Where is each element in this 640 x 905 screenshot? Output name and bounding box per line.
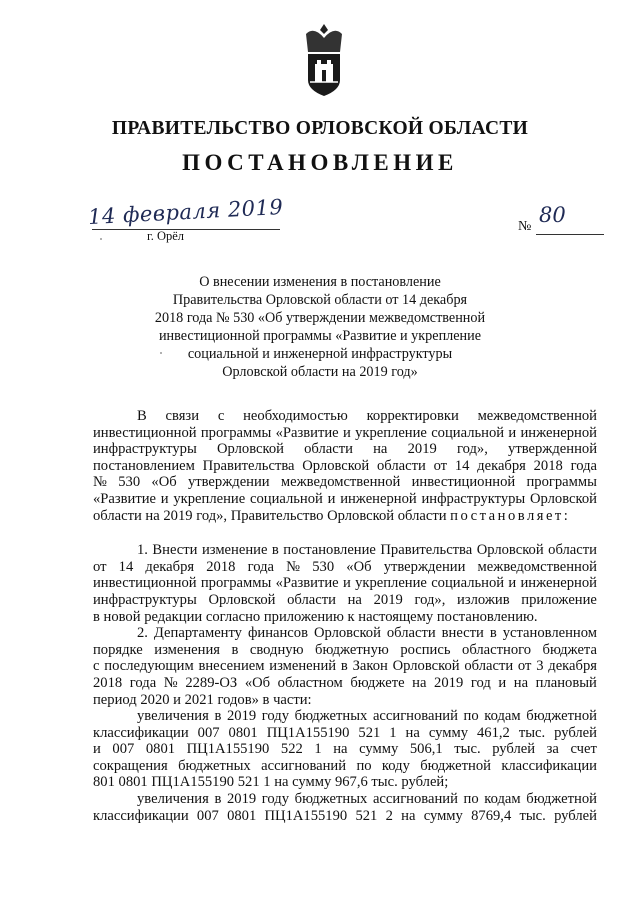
- word: инвестиционной: [411, 474, 516, 491]
- word: ПЦ1А155190: [266, 724, 350, 741]
- word: классификации: [93, 724, 189, 741]
- word: областном: [277, 674, 343, 691]
- text-line: период 2020 и 2021 годов» в части:: [93, 691, 312, 708]
- word: 2.: [137, 625, 148, 642]
- word: ПЦ1А155190: [186, 741, 270, 758]
- word: Орловской: [313, 625, 381, 642]
- item-1-paragraph: [93, 542, 597, 625]
- word: области: [386, 625, 436, 642]
- word: увеличения: [137, 708, 209, 725]
- word: №: [163, 674, 178, 691]
- word: сумму: [428, 724, 468, 741]
- word: в: [214, 791, 222, 808]
- word: классификации: [501, 757, 597, 774]
- word: году: [261, 791, 290, 808]
- scan-speck: [100, 238, 102, 240]
- word: утверждении: [187, 474, 270, 491]
- increase-2-paragraph: [93, 791, 597, 824]
- word: сумму: [359, 741, 399, 758]
- preamble-paragraph: [93, 408, 597, 524]
- word: на: [513, 674, 529, 691]
- word: 1.: [137, 542, 148, 559]
- word: инфраструктуры: [421, 490, 526, 507]
- word: «Об: [346, 558, 372, 575]
- text-line: [93, 575, 597, 592]
- word: по: [463, 791, 479, 808]
- word: «Развитие: [93, 490, 157, 507]
- word: связи: [165, 408, 200, 424]
- word: В: [137, 408, 147, 424]
- word: в: [489, 625, 497, 642]
- word: и: [327, 490, 336, 507]
- word: на: [401, 807, 416, 824]
- word: Департаменту: [153, 625, 242, 642]
- word: рублей: [554, 807, 597, 824]
- word: 007: [196, 807, 219, 824]
- word: плановый: [535, 674, 597, 691]
- text-line: [93, 675, 597, 692]
- word: 2019: [434, 674, 464, 691]
- word: бюджетных: [294, 708, 368, 725]
- word: роспись: [400, 641, 451, 658]
- word: 1: [389, 724, 397, 741]
- number-label: №: [518, 219, 532, 234]
- text-line: [93, 658, 597, 675]
- date-underline: [92, 229, 280, 230]
- text-line: [93, 508, 597, 525]
- text-line: в новой редакции согласно приложению к настоящему постановлению.: [93, 608, 538, 625]
- word: ПЦ1А155190: [264, 807, 348, 824]
- word: изложив: [457, 591, 510, 608]
- word: 0801: [145, 741, 176, 758]
- word: по: [356, 757, 372, 774]
- word: тыс.: [519, 807, 546, 824]
- word: «Об: [151, 474, 177, 491]
- word: Орловской: [476, 542, 544, 559]
- word: программы: [200, 424, 272, 441]
- word: и: [342, 424, 351, 441]
- word: коду: [381, 757, 410, 774]
- word: 461,2: [476, 724, 510, 741]
- word: 0801: [228, 724, 258, 741]
- text-line: [93, 625, 597, 642]
- word: года: [247, 558, 274, 575]
- word: 0801: [227, 807, 257, 824]
- word: тыс.: [454, 741, 481, 758]
- word: межведомственной: [477, 558, 597, 575]
- word: инженерной: [520, 424, 597, 441]
- word: 2: [385, 807, 393, 824]
- word: и: [160, 490, 169, 507]
- word: Орловской: [530, 490, 597, 507]
- word: сводную: [249, 641, 304, 658]
- word: года: [129, 674, 157, 691]
- word: изменений: [269, 658, 337, 675]
- word: последующим: [104, 658, 194, 675]
- word: кодам: [484, 791, 521, 808]
- word: области: [377, 457, 426, 474]
- city-label: г. Орёл: [147, 229, 185, 243]
- word: Закон: [352, 658, 388, 675]
- word: области: [304, 441, 353, 458]
- word: утвержденной: [508, 441, 597, 458]
- word: инженерной: [520, 575, 597, 592]
- handwritten-number: 80: [539, 203, 566, 227]
- word: с: [93, 658, 100, 675]
- word: год: [470, 674, 491, 691]
- word: на: [405, 724, 420, 741]
- word: инфраструктуры: [93, 591, 197, 608]
- word: бюджетную: [315, 641, 389, 658]
- text-fragment: области на 2019 год», Правительство Орловской области: [93, 507, 447, 524]
- word: области: [464, 658, 514, 675]
- government-name: ПРАВИТЕЛЬСТВО ОРЛОВСКОЙ ОБЛАСТИ: [111, 118, 529, 139]
- word: межведомственной: [280, 474, 401, 491]
- title-line: Орловской области на 2019 год»: [222, 364, 418, 380]
- word: на: [373, 441, 388, 458]
- word: в: [231, 641, 239, 658]
- word: год»,: [414, 591, 446, 608]
- word: 522: [280, 741, 303, 758]
- word: инфраструктуры: [93, 441, 197, 458]
- word: 2289-ОЗ: [185, 674, 238, 691]
- word: на: [333, 741, 348, 758]
- title-line: О внесении изменения в постановление: [199, 274, 441, 290]
- text-line: [93, 741, 597, 758]
- document-title: [120, 273, 520, 381]
- word: декабря: [145, 558, 195, 575]
- title-line: социальной и инженерной инфраструктуры: [187, 346, 453, 362]
- word: года: [570, 457, 597, 474]
- text-line: [93, 758, 597, 775]
- document-body: [93, 408, 597, 824]
- coat-of-arms-icon: [300, 20, 348, 98]
- word: и: [93, 741, 101, 758]
- word: бюджета: [542, 641, 597, 658]
- word: приложение: [521, 591, 597, 608]
- word: области: [287, 591, 336, 608]
- word: от: [433, 457, 448, 474]
- word: год»,: [456, 441, 488, 458]
- word: 007: [112, 741, 135, 758]
- word: 2018: [206, 558, 236, 575]
- word: ассигнований: [372, 708, 458, 725]
- word: 2018: [533, 457, 563, 474]
- text-line: [93, 808, 597, 825]
- word: постановление: [283, 542, 376, 559]
- word: 2019: [407, 441, 437, 458]
- word: социальной: [431, 575, 505, 592]
- word: 007: [197, 724, 220, 741]
- word: 8769,4: [471, 807, 512, 824]
- word: внесением: [198, 658, 265, 675]
- text-line: [93, 592, 597, 609]
- word: №: [93, 474, 107, 491]
- word: 14: [454, 457, 470, 474]
- text-line: [93, 791, 597, 808]
- word: в: [214, 708, 222, 725]
- word: в: [271, 542, 279, 559]
- handwritten-date: 14 февраля 2019: [87, 194, 284, 230]
- word: программы: [526, 474, 597, 491]
- word: 2018: [93, 674, 123, 691]
- word: порядке: [93, 641, 143, 658]
- word: 14: [118, 558, 134, 575]
- word: Орловской: [216, 441, 284, 458]
- word: на: [347, 591, 362, 608]
- word: году: [261, 708, 290, 725]
- word: изменения: [154, 641, 220, 658]
- word: декабря: [548, 658, 597, 675]
- text-line: [93, 408, 597, 425]
- word: программы: [200, 575, 272, 592]
- word: 521: [355, 807, 378, 824]
- word: необходимостью: [243, 408, 348, 424]
- word: рублей: [554, 724, 597, 741]
- word: установленном: [502, 625, 597, 642]
- number-underline: [536, 234, 604, 235]
- word: сумму: [423, 807, 463, 824]
- word: и: [508, 424, 517, 441]
- word: Орловской: [302, 457, 370, 474]
- word: за: [546, 741, 559, 758]
- word: бюджетной: [526, 708, 597, 725]
- word: декабря: [477, 457, 526, 474]
- word: изменение: [201, 542, 268, 559]
- title-line: 2018 года № 530 «Об утверждении межведомственной: [154, 310, 486, 326]
- text-line: [93, 725, 597, 742]
- word: инвестиционной: [93, 424, 197, 441]
- text-line: [93, 542, 597, 559]
- title-line: Правительства Орловской области от 14 декабря: [172, 292, 468, 308]
- word: утверждении: [383, 558, 466, 575]
- scan-speck: [160, 352, 162, 354]
- word: 2019: [226, 791, 257, 808]
- word: 1: [314, 741, 322, 758]
- document-type: ПОСТАНОВЛЕНИЕ: [182, 150, 458, 175]
- word: Орловской: [392, 658, 460, 675]
- text-line: [93, 708, 597, 725]
- word: классификации: [93, 807, 189, 824]
- word: 3: [536, 658, 544, 675]
- text-line: [93, 425, 597, 442]
- word: 530: [118, 474, 141, 491]
- word: счет: [570, 741, 597, 758]
- word: кодам: [484, 708, 521, 725]
- word: ассигнований: [372, 791, 458, 808]
- word: увеличения: [137, 791, 209, 808]
- word: №: [286, 558, 301, 575]
- word: 2019: [373, 591, 403, 608]
- word: межведомственной: [477, 408, 597, 424]
- word: в: [340, 658, 348, 675]
- word: ассигнований: [261, 757, 347, 774]
- word: и: [508, 575, 517, 592]
- word: финансов: [247, 625, 308, 642]
- word: бюджете: [350, 674, 405, 691]
- text-line: [93, 458, 597, 475]
- word: бюджетной: [420, 757, 491, 774]
- word: бюджетной: [526, 791, 597, 808]
- item-2-paragraph: [93, 625, 597, 708]
- text-line: [93, 559, 597, 576]
- word: постановлением: [93, 457, 195, 474]
- word: и: [498, 674, 507, 691]
- word: области: [548, 542, 597, 559]
- text-line: 801 0801 ПЦ1А155190 521 1 на сумму 967,6 тыс. рублей;: [93, 774, 449, 791]
- word: областного: [462, 641, 532, 658]
- word: Правительства: [202, 457, 295, 474]
- word: Правительства: [380, 542, 473, 559]
- word: от: [93, 558, 107, 575]
- word: сокращения: [93, 757, 168, 774]
- word: бюджетных: [178, 757, 251, 774]
- word: инженерной: [340, 490, 417, 507]
- word: «Об: [244, 674, 271, 691]
- word: Внести: [152, 542, 198, 559]
- text-line: [93, 642, 597, 659]
- word: 2019: [226, 708, 257, 725]
- word: «Развитие: [275, 575, 339, 592]
- text-line: [93, 474, 597, 491]
- word: тыс.: [518, 724, 546, 741]
- word: корректировки: [366, 408, 459, 424]
- increase-1-paragraph: [93, 708, 597, 791]
- word: 530: [312, 558, 335, 575]
- word: социальной: [249, 490, 323, 507]
- word: «Развитие: [275, 424, 339, 441]
- word: укрепление: [355, 575, 427, 592]
- word: социальной: [431, 424, 505, 441]
- word: и: [342, 575, 351, 592]
- word: инвестиционной: [93, 575, 197, 592]
- resolves-word: постановляет:: [450, 507, 571, 524]
- text-line: [93, 491, 597, 508]
- word: внести: [441, 625, 484, 642]
- word: с: [217, 408, 225, 424]
- word: на: [412, 674, 427, 691]
- word: 521: [358, 724, 381, 741]
- word: от: [517, 658, 532, 675]
- word: Орловской: [208, 591, 276, 608]
- word: бюджетных: [294, 791, 368, 808]
- title-line: инвестиционной программы «Развитие и укрепление: [158, 328, 482, 344]
- word: укрепление: [173, 490, 246, 507]
- word: 506,1: [409, 741, 443, 758]
- text-line: [93, 441, 597, 458]
- word: рублей: [492, 741, 536, 758]
- word: по: [463, 708, 479, 725]
- word: укрепление: [355, 424, 427, 441]
